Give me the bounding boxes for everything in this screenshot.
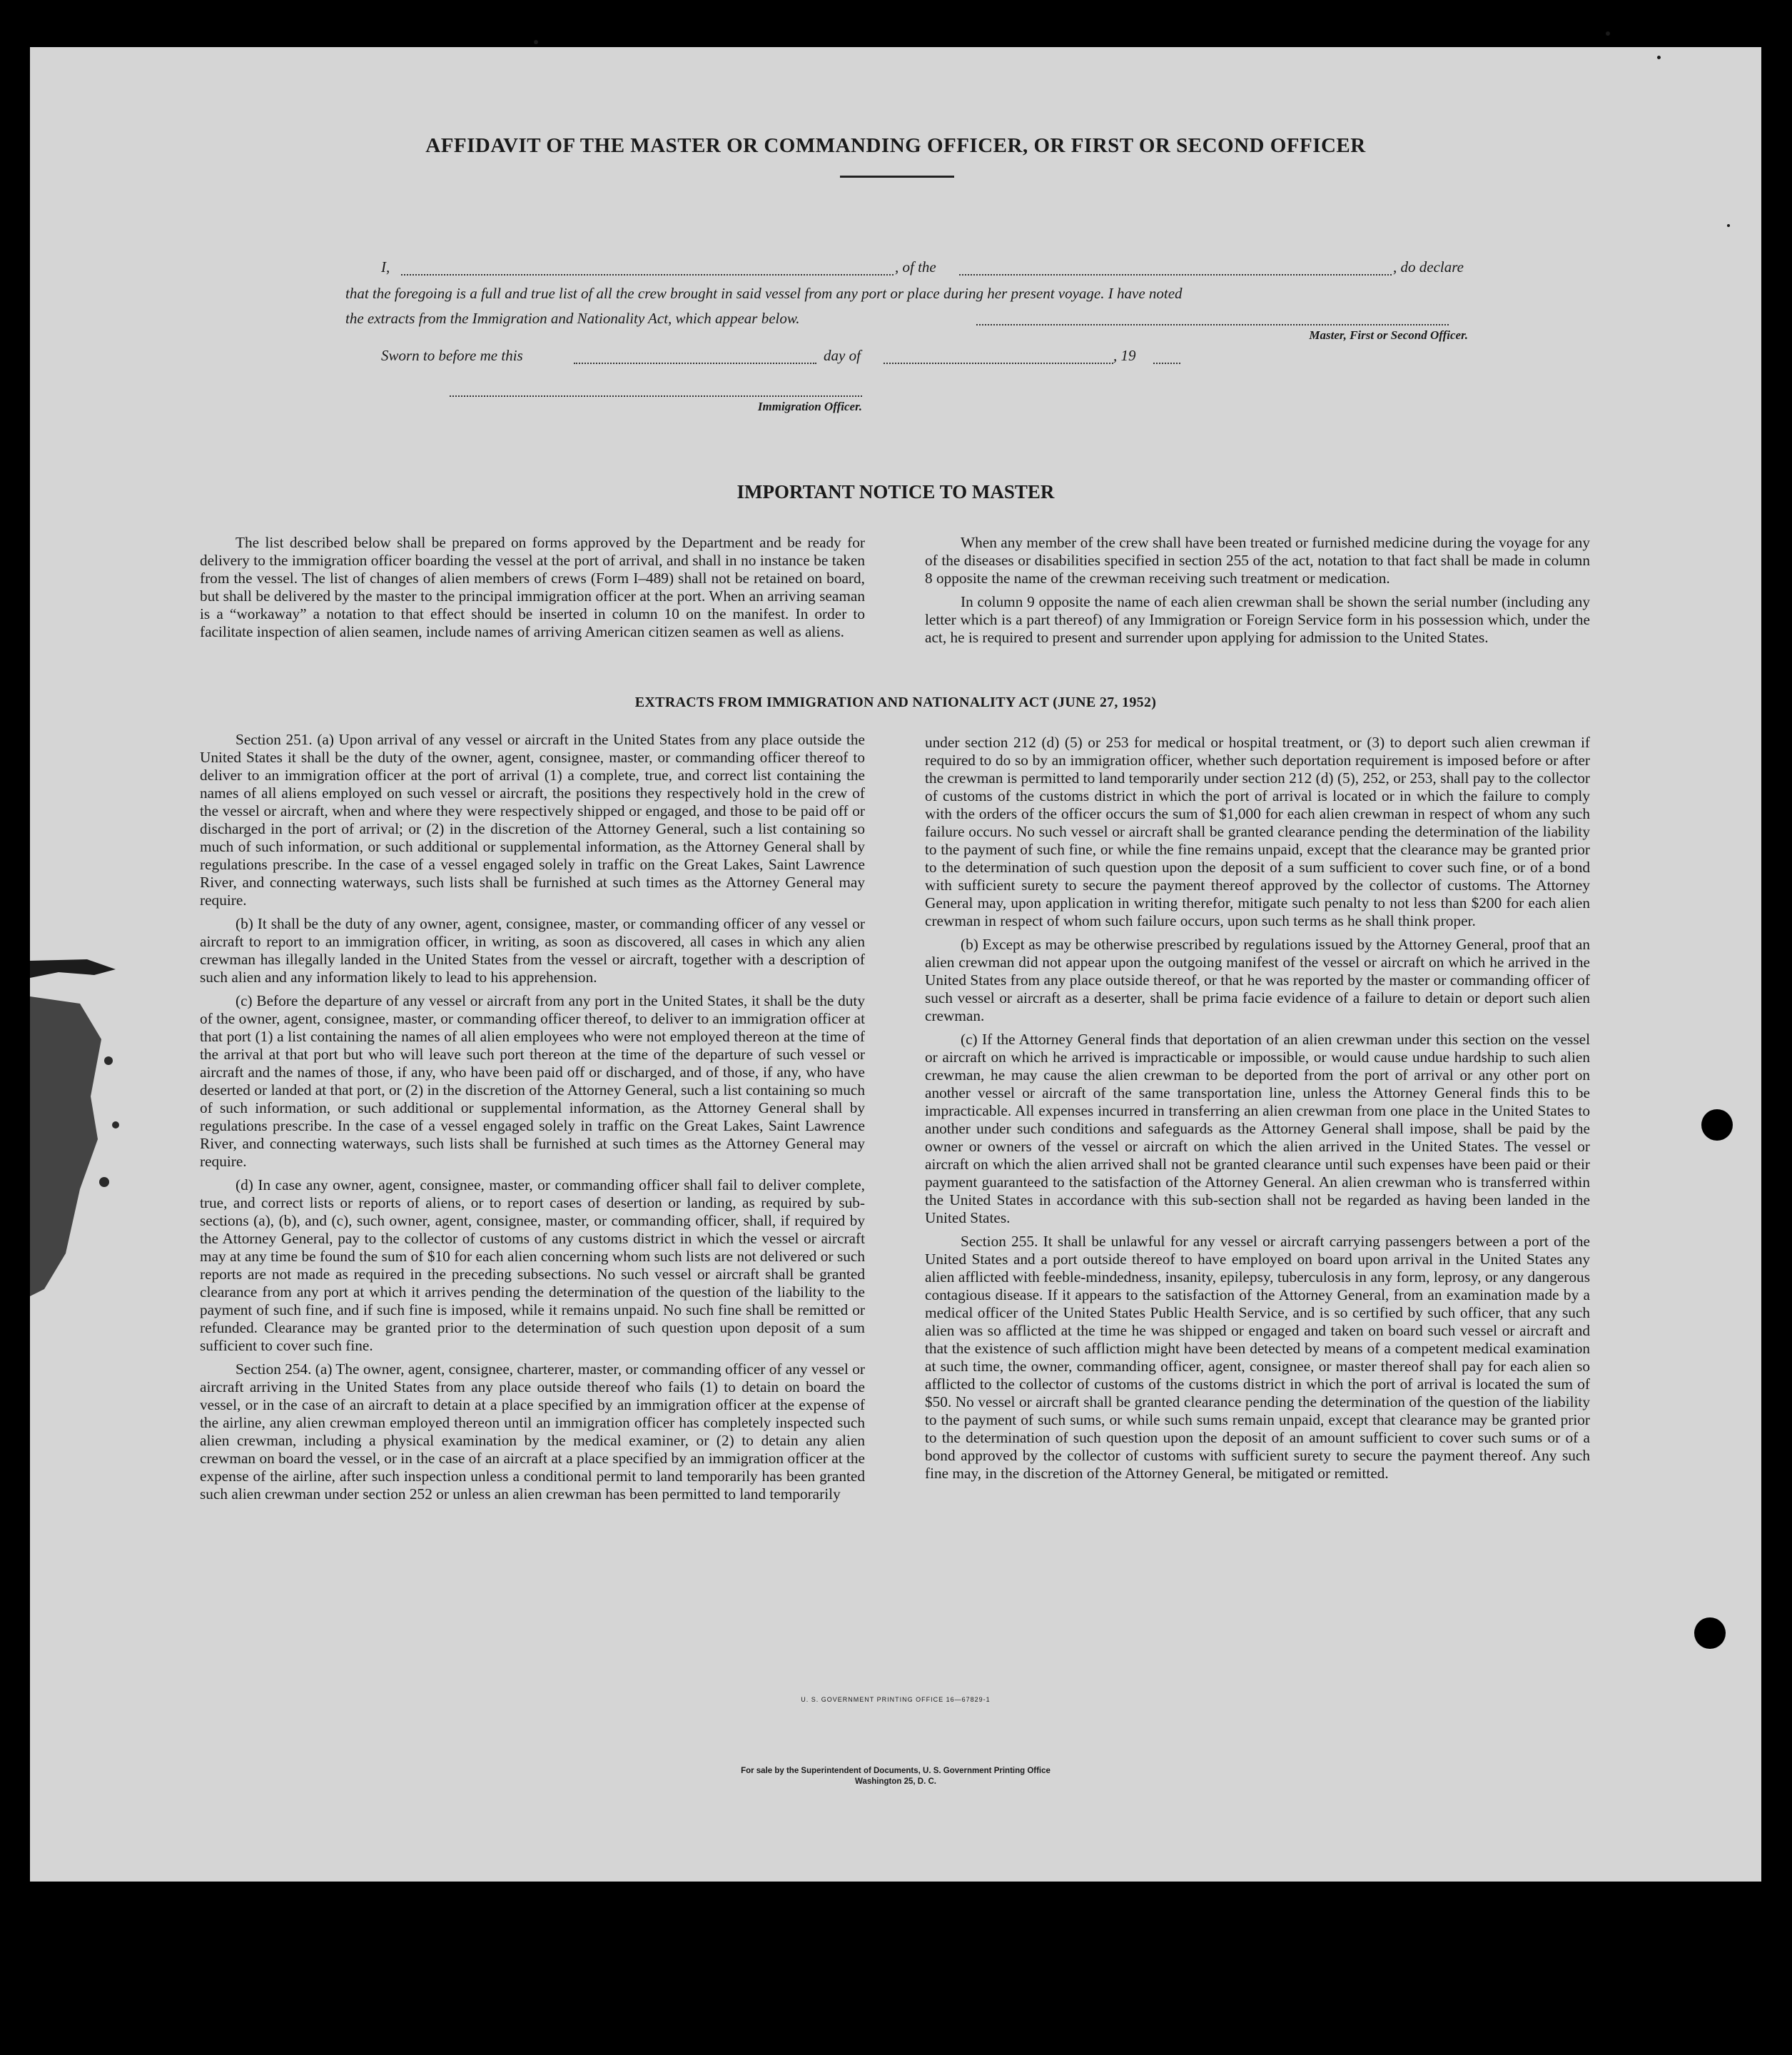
- year-prefix: , 19: [1113, 347, 1136, 364]
- sale-line-1: For sale by the Superintendent of Documents, U. S. Government Printing Office: [741, 1767, 1051, 1775]
- vessel-blank-line[interactable]: [959, 274, 1392, 276]
- punch-hole: [1694, 1617, 1726, 1649]
- notice-paragraph: In column 9 opposite the name of each alien crewman shall be shown the serial number (including any letter which is a part thereof) of any Immigration or Foreign Service form in his possession which, under the act, he is required to present and surrender upon applying for admission to the United States.: [925, 593, 1590, 646]
- extract-paragraph: (c) Before the departure of any vessel or aircraft from any port in the United States, it shall be the duty of the owner, agent, consignee, master, or commanding officer thereof, to deliver to an immigration officer at that port (1) a list containing the names of all alien employees who were not employed thereon at the time of the arrival at that port but who will leave such port thereon at the time of the departure of such vessel or aircraft and the names of those, if any, who have been paid off or discharged, and of those, if any, who have deserted or landed at that port, or (2) in the discretion of the Attorney General, such a list containing so much of such information, or such additional or supplemental information, as the Attorney General shall by regulations prescribe. In the case of a vessel engaged solely in traffic on the Great Lakes, Saint Lawrence River, and connecting waterways, such lists shall be furnished at such times as the Attorney General may require.: [200, 992, 865, 1170]
- notice-title: IMPORTANT NOTICE TO MASTER: [736, 481, 1055, 503]
- name-blank-line[interactable]: [401, 274, 894, 276]
- declaration-of-the: , of the: [895, 258, 936, 276]
- notice-right-column: [925, 534, 1590, 647]
- extract-paragraph: Section 255. It shall be unlawful for any vessel or aircraft carrying passengers between a port of the United States and a port outside thereof to have employed on board upon arrival in the United States any alien afflicted with feeble-mindedness, insanity, epilepsy, tuberculosis in any form, leprosy, or any dangerous contagious disease. If it appears to the satisfaction of the Attorney General, from an examination made by a medical officer of the United States Public Health Service, and is so certified by such officer, that any such alien was so afflicted at the time he was shipped or engaged and taken on board such vessel or aircraft and that the existence of such affliction might have been detected by means of a competent medical examination at such time, the owner, commanding officer, agent, consignee, or master thereof shall pay for each alien so afflicted to the collector of customs of the customs district in which the port of arrival is located the sum of $50. No vessel or aircraft shall be granted clearance pending the determination of the question of the liability to the payment of such sums, or while such sums remain unpaid, except that clearance may be granted prior to the determination of such question upon the deposit of an amount sufficient to cover such sums or of a bond approved by the collector of customs with sufficient surety to secure the payment thereof. Any such fine may, in the discretion of the Attorney General, be mitigated or remitted.: [925, 1233, 1590, 1482]
- title-rule: [840, 176, 954, 178]
- master-signature-label: Master, First or Second Officer.: [1309, 328, 1468, 342]
- extract-paragraph: (c) If the Attorney General finds that deportation of an alien crewman under this section on the vessel or aircraft on which he arrived is impracticable or impossible, or would cause undue hardship to such alien crewman, he may cause the alien crewman to be deported from the port of arrival or any other port on another vessel or aircraft of the same transportation line, unless the Attorney General finds this to be impracticable. All expenses incurred in transferring an alien crewman from one place in the United States to another under such conditions and safeguards as the Attorney General shall impose, shall be paid by the owner or owners of the vessel or aircraft on which the alien arrived in the United States. The vessel or aircraft on which the alien arrived shall not be granted clearance until such expenses have been paid or their payment guaranteed to the satisfaction of the Attorney General. An alien crewman who is transferred within the United States in accordance with this sub-section shall not be regarded as having been landed in the United States.: [925, 1031, 1590, 1226]
- day-of-text: day of: [824, 347, 861, 364]
- extract-paragraph: (b) Except as may be otherwise prescribed by regulations issued by the Attorney General, proof that an alien crewman did not appear upon the outgoing manifest of the vessel or aircraft on which he arrived in the United States from any place outside thereof, or that he was reported by the master or commanding officer of such vessel or aircraft as a deserter, shall be prima facie evidence of a failure to detain or deport such alien crewman.: [925, 936, 1590, 1024]
- affidavit-title: AFFIDAVIT OF THE MASTER OR COMMANDING OFFICER, OR FIRST OR SECOND OFFICER: [425, 134, 1366, 157]
- scan-speck: [1657, 56, 1661, 59]
- master-signature-line[interactable]: [976, 324, 1449, 325]
- scan-speck: [534, 40, 538, 44]
- declaration-do-declare: , do declare: [1393, 258, 1464, 276]
- extract-paragraph: Section 251. (a) Upon arrival of any vessel or aircraft in the United States from any place outside the United States it shall be the duty of the owner, agent, consignee, master, or commanding officer thereof to deliver to an immigration officer at the port of arrival (1) a complete, true, and correct list containing the names of all aliens employed on such vessel or aircraft, the positions they respectively hold in the crew of the vessel or aircraft, when and where they were respectively shipped or engaged, and those to be paid off or discharged in the port of arrival; or (2) in the discretion of the Attorney General, such a list containing so much of such information, or such additional or supplemental information, as the Attorney General shall by regulations prescribe. In the case of a vessel engaged solely in traffic on the Great Lakes, Saint Lawrence River, and connecting waterways, such lists shall be furnished at such times as the Attorney General may require.: [200, 731, 865, 909]
- officer-signature-label: Immigration Officer.: [757, 400, 862, 413]
- extract-paragraph: (d) In case any owner, agent, consignee, master, or commanding officer shall fail to deliver complete, true, and correct lists or reports of aliens, or to report cases of desertion or landing, as required by sub-sections (a), (b), and (c), such owner, agent, consignee, master, or commanding officer, shall, if required by the Attorney General, pay to the collector of customs of any customs district in which the vessel or aircraft may at any time be found the sum of $10 for each alien concerning whom such lists are not delivered or such reports are not made as required in the preceding subsections. No such vessel or aircraft shall be granted clearance from any port at which it arrives pending the determination of the question of the liability to the payment of such fine, and if such fine is imposed, while it remains unpaid. No such fine shall be remitted or refunded. Clearance may be granted prior to the determination of such question upon deposit of a sum sufficient to cover such fine.: [200, 1176, 865, 1354]
- declaration-line-2: that the foregoing is a full and true list of all the crew brought in said vessel from any port or place during her present voyage. I have noted: [345, 285, 1183, 302]
- sale-line-2: Washington 25, D. C.: [855, 1777, 936, 1786]
- punch-hole: [1701, 1109, 1733, 1141]
- scan-stain: [30, 954, 137, 1382]
- day-blank-line[interactable]: [574, 363, 816, 364]
- form-page: [30, 47, 1761, 1882]
- notice-paragraph: When any member of the crew shall have been treated or furnished medicine during the voyage for any of the diseases or disabilities specified in section 255 of the act, notation to that fact shall be made in column 8 opposite the name of the crewman receiving such treatment or medication.: [925, 534, 1590, 587]
- notice-left-column: [200, 534, 865, 641]
- year-blank-line[interactable]: [1153, 363, 1180, 364]
- sale-notice: [30, 1766, 1761, 1787]
- extracts-left-column: [200, 731, 865, 1503]
- extract-paragraph: Section 254. (a) The owner, agent, consignee, charterer, master, or commanding officer of any vessel or aircraft arriving in the United States from any place outside thereof who fails (1) to detain on board the vessel, or in the case of an aircraft to detain at a place specified by an immigration officer at the expense of the airline, any alien crewman employed thereon until an immigration officer has completely inspected such alien crewman, including a physical examination by the medical examiner, or (2) to detain any alien crewman on board the vessel, or in the case of an aircraft at a place specified by an immigration officer at the expense of the airline, after such inspection unless a conditional permit to land temporarily has been granted such alien crewman under section 252 or unless an alien crewman has been permitted to land temporarily: [200, 1360, 865, 1503]
- scan-speck: [1606, 31, 1610, 36]
- extracts-title: EXTRACTS FROM IMMIGRATION AND NATIONALITY ACT (JUNE 27, 1952): [634, 695, 1157, 710]
- printing-office-line: U. S. GOVERNMENT PRINTING OFFICE 16—67829-1: [801, 1696, 991, 1703]
- extract-paragraph: under section 212 (d) (5) or 253 for medical or hospital treatment, or (3) to deport such alien crewman if required to do so by an immigration officer, whether such deportation requirement is imposed before or after the crewman is permitted to land temporarily under section 212 (d) (5), 252, or 253, shall pay to the collector of customs of the customs district in which the port of arrival is located or in which the failure to comply with the orders of the officer occurs the sum of $1,000 for each alien crewman in respect of whom any such failure occurs. No such vessel or aircraft shall be granted clearance pending the determination of the liability to the payment of such fine, or while the fine remains unpaid, except that the clearance may be granted prior to the determination of such question upon the deposit of a sum sufficient to cover such fine, or of a bond with sufficient surety to secure the payment thereof approved by the collector of customs. The Attorney General may, upon application in writing therefor, mitigate such penalty to not less than $200 for each alien crewman in respect of whom such failure occurs, upon such terms as he shall think proper.: [925, 734, 1590, 929]
- scan-speck: [1727, 224, 1730, 227]
- notice-paragraph: The list described below shall be prepared on forms approved by the Department and be ready for delivery to the immigration officer boarding the vessel at the port of arrival, and shall in no instance be taken from the vessel. The list of changes of alien members of crews (Form I–489) shall not be retained on board, but shall be delivered by the master to the principal immigration officer at the port. When an arriving seaman is a “workaway” a notation to that effect should be inserted in column 10 on the manifest. In order to facilitate inspection of alien seamen, include names of arriving American citizen seamen as well as aliens.: [200, 534, 865, 640]
- month-blank-line[interactable]: [884, 363, 1113, 364]
- extracts-right-column: [925, 734, 1590, 1483]
- declaration-i: I,: [381, 258, 390, 276]
- declaration-line-3: the extracts from the Immigration and Nationality Act, which appear below.: [345, 310, 800, 327]
- sworn-text: Sworn to before me this: [381, 347, 523, 364]
- officer-signature-line[interactable]: [450, 395, 862, 397]
- extract-paragraph: (b) It shall be the duty of any owner, agent, consignee, master, or commanding officer of any vessel or aircraft to report to an immigration officer, in writing, as soon as discovered, all cases in which any alien crewman has illegally landed in the United States from the vessel or aircraft, together with a description of such alien and any information likely to lead to his apprehension.: [200, 915, 865, 986]
